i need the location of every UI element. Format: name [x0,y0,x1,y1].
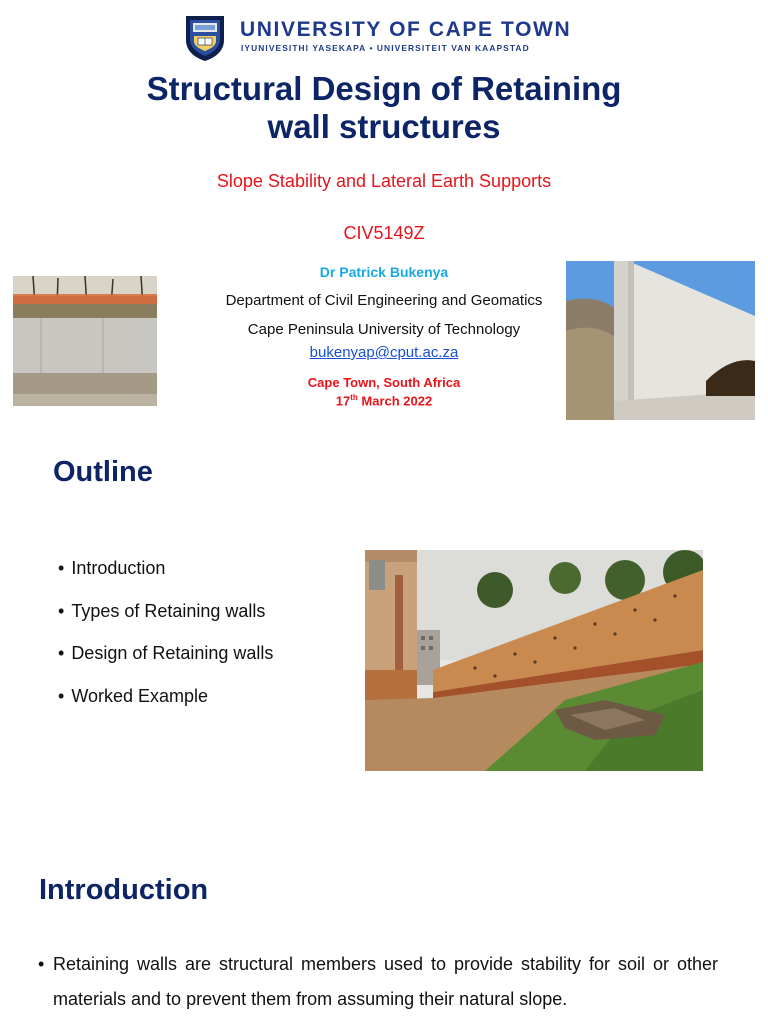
presentation-title [0,70,768,146]
author-email-link[interactable]: bukenyap@cput.ac.za [309,344,459,361]
outline-item: • Worked Example [58,686,358,729]
retaining-wall-photo-main [365,550,703,771]
location: Cape Town, South Africa [307,375,461,390]
title-line-2: wall structures [267,108,501,145]
retaining-wall-photo-left [13,276,157,406]
institution: Cape Peninsula University of Technology [247,321,521,338]
outline-item: • Introduction [58,558,358,601]
title-line-1: Structural Design of Retaining [146,70,622,107]
introduction-heading: Introduction [39,874,209,906]
department: Department of Civil Engineering and Geomatics [225,292,543,309]
outline-item: • Types of Retaining walls [58,601,358,644]
introduction-paragraph [38,947,718,1017]
presentation-subtitle: Slope Stability and Lateral Earth Supports [216,171,552,191]
university-name: UNIVERSITY OF CAPE TOWN [240,18,572,41]
outline-list [58,558,358,728]
introduction-text: Retaining walls are structural members used to provide stability for soil or other materials and to prevent them from assuming their natural slope. [53,954,718,1009]
outline-item: • Design of Retaining walls [58,643,358,686]
bullet-marker: • [38,954,45,974]
university-subtitle: IYUNIVESITHI YASEKAPA • UNIVERSITEIT VAN KAAPSTAD [241,43,530,53]
author-name: Dr Patrick Bukenya [319,264,449,280]
cantilever-wall-photo-right [566,261,755,420]
date-rest: March 2022 [357,393,433,409]
date-suffix: th [350,393,358,402]
outline-heading: Outline [53,456,153,488]
date-day: 17 [335,393,351,409]
university-crest-icon [184,14,226,62]
course-code: CIV5149Z [343,223,425,243]
